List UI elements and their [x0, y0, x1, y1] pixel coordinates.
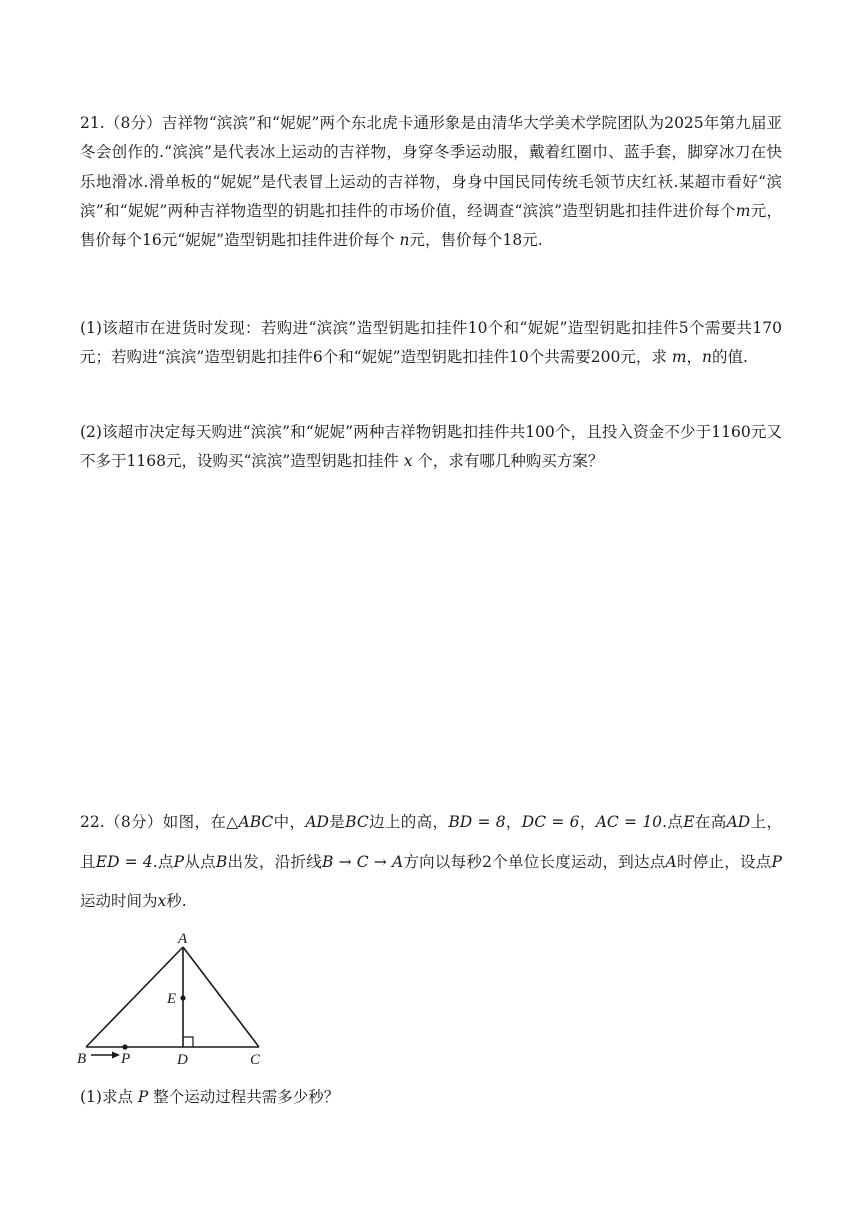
question-22-part-1	[80, 1083, 782, 1112]
label-b: B	[77, 1051, 87, 1067]
label-a: A	[178, 931, 188, 947]
label-c: C	[250, 1052, 261, 1068]
eq-ed: ED = 4	[95, 852, 153, 871]
q22-s7: .点	[662, 813, 684, 831]
var-x: x	[157, 892, 167, 910]
q21-part1-sep: ，	[686, 348, 703, 367]
eq-ac: AC = 10	[595, 813, 663, 831]
var-n: n	[399, 231, 410, 250]
var-m: m	[671, 348, 687, 367]
q21-stem-text: 21.（8分）吉祥物“滨滨”和“妮妮”两个东北虎卡通形象是由清华大学美术学院团队为2025年第九届亚冬会创作的.“滨滨”是代表冰上运动的吉祥物，身穿冬季运动服，戴着红圈巾、蓝手套，脚穿冰刀在快乐地滑冰.滑单板的“妮妮”是代表冒上运动的吉祥物，身身中国民同传统毛领节庆红袄.某超市看好“滨滨”和“妮妮”两种吉祥物造型的钥匙扣挂件的市场价值，经调查“滨滨”造型钥匙扣挂件进价每个	[80, 114, 782, 220]
q22-part1-end: 整个运动过程共需多少秒？	[153, 1088, 340, 1106]
q22-s13: 方向以每秒2个单位长度运动，到达点	[403, 852, 666, 871]
side-ac	[183, 947, 259, 1047]
q21-stem-mid: 元，售价每个16元“妮妮”造型钥匙扣挂件进价每个	[80, 201, 782, 250]
q21-part2-end: 个，求有哪几种购买方案？	[417, 452, 604, 471]
point-p: P	[137, 1088, 149, 1106]
q21-part1-text: (1)该超市在进货时发现：若购进“滨滨”造型钥匙扣挂件10个和“妮妮”造型钥匙扣挂件5个需要共170元；若购进“滨滨”造型钥匙扣挂件6个和“妮妮”造型钥匙扣挂件10个共需要200元，求	[80, 319, 782, 367]
triangle-figure	[74, 926, 274, 1070]
q22-s16: 秒.	[166, 892, 187, 910]
segment-ad: AD	[305, 813, 329, 831]
q21-part1-end: 的值.	[712, 348, 748, 367]
segment-ad: AD	[726, 813, 751, 831]
triangle-abc: ABC	[238, 813, 274, 831]
path-bca: B → C → A	[322, 852, 404, 871]
point-p: P	[771, 852, 782, 871]
var-x: x	[403, 452, 413, 471]
question-21-stem	[80, 109, 782, 255]
question-21-part-1	[80, 314, 782, 373]
point-b: B	[215, 852, 228, 871]
q22-s3: 是	[328, 813, 346, 831]
point-e: E	[683, 813, 695, 831]
q21-stem-end: 元，售价每个18元.	[409, 231, 543, 250]
q22-s8: 在高	[694, 813, 727, 831]
q22-s5: ，	[505, 813, 522, 831]
point-p-dot	[122, 1044, 127, 1049]
q22-s12: 出发，沿折线	[227, 852, 323, 871]
q22-s4: 边上的高，	[368, 813, 449, 831]
q22-s1: 22.（8分）如图，在△	[80, 813, 239, 831]
label-e: E	[167, 991, 177, 1007]
question-22-stem	[80, 803, 782, 922]
segment-bc: BC	[345, 813, 369, 831]
var-m: m	[735, 201, 751, 220]
q22-s9: 上，且	[80, 813, 782, 871]
eq-dc: DC = 6	[521, 813, 580, 831]
q22-s11: 从点	[184, 852, 216, 871]
q22-s14: 时停止，设点	[676, 852, 772, 871]
q22-part1-text: (1)求点	[80, 1088, 133, 1106]
question-21-part-2	[80, 418, 782, 477]
point-e-dot	[180, 995, 185, 1000]
eq-bd: BD = 8	[448, 813, 506, 831]
q22-s6: ，	[579, 813, 596, 831]
point-a: A	[665, 852, 677, 871]
var-n: n	[702, 348, 713, 367]
q22-s2: 中，	[273, 813, 306, 831]
q21-part2-text: (2)该超市决定每天购进“滨滨”和“妮妮”两种吉祥物钥匙扣挂件共100个，且投入资金不少于1160元又不多于1168元，设购买“滨滨”造型钥匙扣挂件	[80, 423, 782, 471]
label-p: P	[121, 1051, 131, 1067]
arrow-head-icon	[112, 1052, 120, 1059]
right-angle-mark	[183, 1037, 193, 1047]
q22-s10: .点	[152, 852, 174, 871]
q22-s15: 运动时间为	[80, 892, 158, 910]
label-d: D	[177, 1052, 188, 1068]
point-p: P	[173, 852, 185, 871]
